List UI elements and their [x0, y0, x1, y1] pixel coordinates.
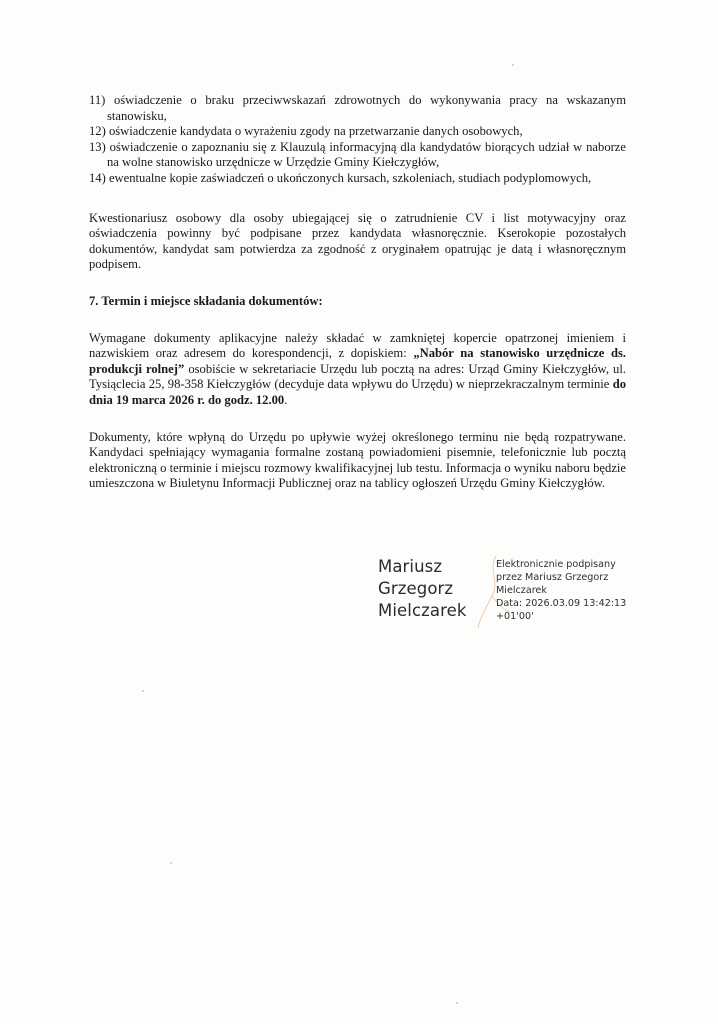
list-item-text: oświadczenie o braku przeciwwskazań zdrowotnych do wykonywania pracy na wskazanym stanowisku, — [107, 93, 626, 123]
list-item — [89, 140, 626, 171]
electronic-signature — [378, 556, 658, 636]
final-paragraph: Dokumenty, które wpłyną do Urzędu po upływie wyżej określonego terminu nie będą rozpatrywane. Kandydaci spełniający wymagania formalne zostaną powiadomieni pisemnie, telefonicznie lub pocztą elektroniczną o terminie i miejscu rozmowy kwalifikacyjnej lub testu. Informacja o wyniku naboru będzie umieszczona w Biuletynu Informacji Publicznej oraz na tablicy ogłoszeń Urzędu Gminy Kiełczygłów. — [89, 429, 626, 491]
submission-text-1: Wymagane dokumenty aplikacyjne należy składać w zamkniętej kopercie opatrzonej imieniem i nazwiskiem oraz adresem do korespondencji, z dopiskiem: — [89, 330, 626, 361]
scan-speck — [456, 1002, 458, 1004]
scan-speck — [512, 64, 514, 66]
signer-name — [378, 556, 467, 622]
signer-name-line: Grzegorz — [378, 579, 454, 598]
signature-requirements-paragraph: Kwestionariusz osobowy dla osoby ubiegającej się o zatrudnienie CV i list motywacyjny oraz oświadczenia powinny być podpisane przez kandydata własnoręcznie. Kserokopie pozostałych dokumentów, kandydat sam potwierdza za zgodność z oryginałem opatrując je datą i własnoręcznym podpisem. — [89, 210, 626, 272]
submission-text-2: osobiście w sekretariacie Urzędu lub pocztą na adres: Urząd Gminy Kiełczygłów, ul. Tysiąclecia 25, 98-358 Kiełczygłów (decyduje data wpływu do Urzędu) w nieprzekraczalnym terminie — [89, 361, 626, 392]
list-item-number: 13) — [89, 139, 106, 154]
signer-name-line: Mielczarek — [378, 601, 467, 620]
signature-details — [496, 558, 626, 623]
signature-detail-line: Mielczarek — [496, 585, 547, 596]
signature-detail-line: Elektronicznie podpisany — [496, 559, 616, 570]
list-item — [89, 171, 626, 187]
scan-speck — [170, 862, 172, 864]
section-heading: 7. Termin i miejsce składania dokumentów: — [89, 293, 323, 308]
submission-text-3: . — [284, 392, 288, 407]
signature-detail-line: +01'00' — [496, 611, 534, 622]
list-item — [89, 93, 626, 124]
signer-name-line: Mariusz — [378, 557, 443, 576]
signature-detail-line: Data: 2026.03.09 13:42:13 — [496, 598, 627, 609]
submission-paragraph — [89, 331, 626, 409]
list-item-text: ewentualne kopie zaświadczeń o ukończonych kursach, szkoleniach, studiach podyplomowych, — [108, 170, 592, 185]
list-item-number: 11) — [89, 93, 106, 107]
list-item — [89, 124, 626, 140]
document-body — [89, 93, 626, 492]
list-item-number: 12) — [89, 124, 106, 139]
submission-label-bold: „Nabór na stanowisko urzędnicze ds. produkcji rolnej” — [89, 346, 627, 376]
list-item-number: 14) — [89, 170, 106, 185]
list-item-text: oświadczenie o zapoznaniu się z Klauzulą informacyjną dla kandydatów biorących udział w naborze na wolne stanowisko urzędnicze w Urzędzie Gminy Kiełczygłów, — [107, 139, 626, 170]
list-item-text: oświadczenie kandydata o wyrażeniu zgody na przetwarzanie danych osobowych, — [108, 124, 523, 139]
requirements-list — [89, 93, 626, 187]
submission-deadline-bold: do dnia 19 marca 2026 r. do godz. 12.00 — [89, 377, 626, 407]
signature-detail-line: przez Mariusz Grzegorz — [496, 572, 609, 583]
scan-speck — [142, 690, 144, 692]
